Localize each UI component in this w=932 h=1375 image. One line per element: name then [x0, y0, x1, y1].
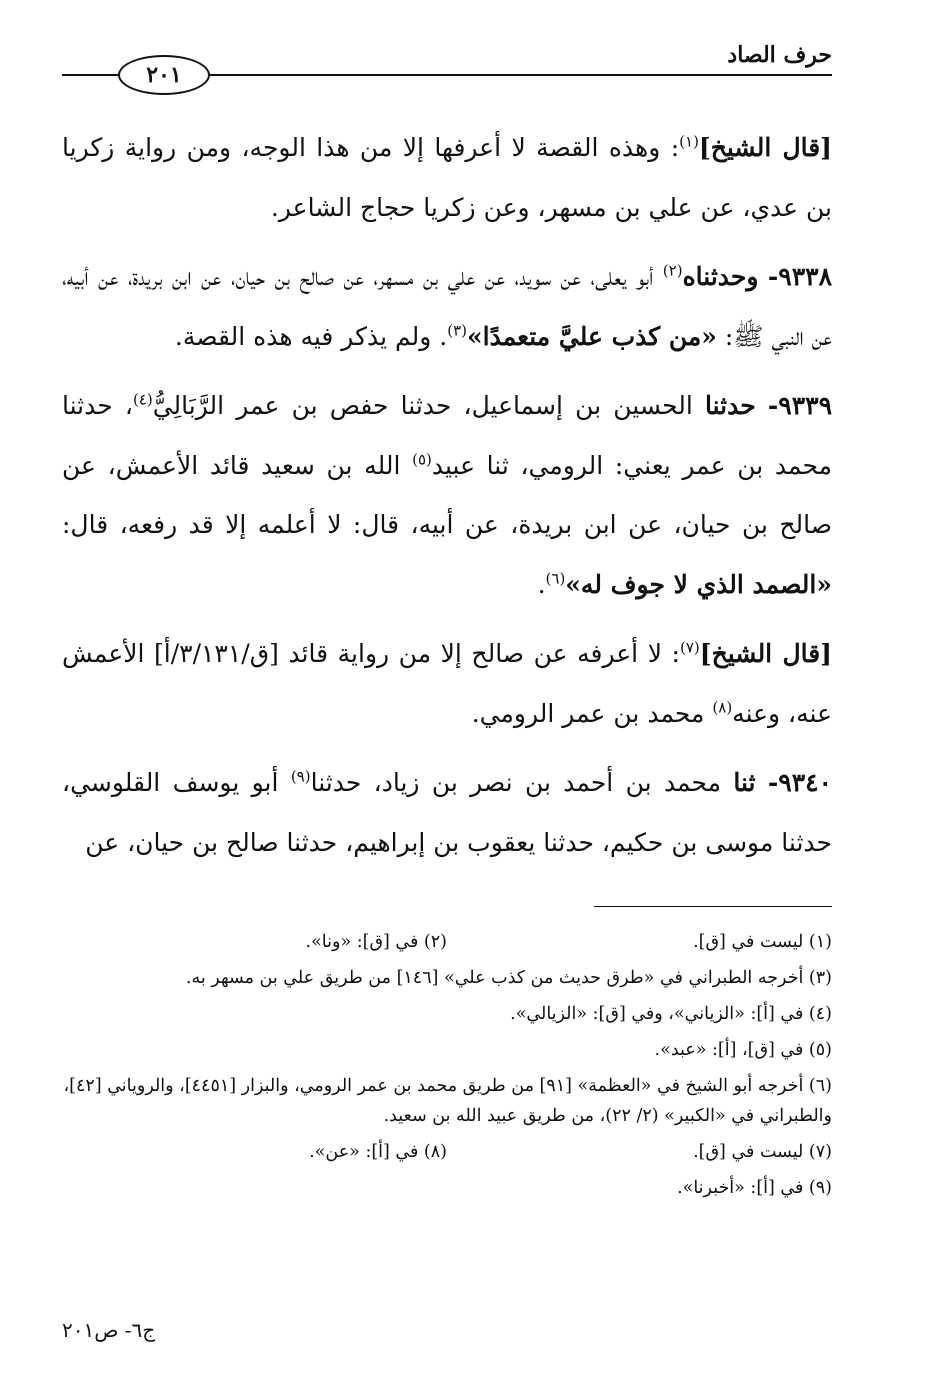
paragraph-text: . — [537, 569, 546, 599]
isnad-text: ، حدثنا محمد بن عمر يعني: الرومي، ثنا عبيد — [62, 391, 832, 480]
footnote-6: (٦) أخرجه أبو الشيخ في «العظمة» [٩١] من طريق محمد بن عمر الرومي، والبزار [٤٤٥١]، والروياني [٤٢]، والطبراني في «الكبير» (٢/ ٢٢)، من طريق عبيد الله بن سعيد. — [63, 1076, 832, 1126]
isnad-text: الحسين بن إسماعيل، حدثنا حفص بن عمر الرَّبَالِيُّ — [152, 391, 706, 420]
isnad-text: الله بن سعيد قائد الأعمش، عن صالح بن حيان، عن ابن بريدة، عن أبيه، قال: لا أعلمه إلا قد رفعه، قال: — [62, 450, 832, 539]
footnote-row — [62, 1134, 832, 1170]
paragraph-text: . ولم يذكر فيه هذه القصة. — [174, 321, 448, 351]
paragraph-text: محمد بن عمر الرومي. — [471, 698, 713, 728]
footnote-ref: (٦) — [545, 569, 566, 588]
footnote-ref: (٤) — [132, 390, 153, 409]
footnote-3: (٣) أخرجه الطبراني في «طرق حديث من كذب علي» [١٤٦] من طريق علي بن مسهر به. — [185, 968, 832, 988]
isnad-text: أبو يوسف القلوسي، حدثنا موسى بن حكيم، حدثنا يعقوب بن إبراهيم، حدثنا صالح بن حيان، عن — [62, 768, 832, 857]
narration-keyword: ثنا — [733, 768, 756, 797]
page-number-badge: ٢٠١ — [118, 55, 210, 95]
footnote-9: (٩) في [أ]: «أخبرنا». — [677, 1178, 832, 1198]
paragraph-text: : وهذه القصة لا أعرفها إلا من هذا الوجه، ومن رواية زكريا بن عدي، عن علي بن مسهر، وعن زكريا حجاج الشاعر. — [62, 133, 832, 222]
footnotes — [62, 924, 832, 1206]
footnote-row — [62, 924, 832, 960]
matn-quote: «الصمد الذي لا جوف له» — [565, 569, 832, 599]
hadith-9339 — [62, 376, 832, 614]
footnote-separator — [594, 906, 832, 907]
sheikh-label: [قال الشيخ] — [699, 639, 833, 668]
footnote-ref: (٢) — [662, 261, 683, 280]
narration-keyword: حدثنا — [705, 391, 756, 420]
footnote-4: (٤) في [أ]: «الزياني»، وفي [ق]: «الزيالي». — [510, 1004, 832, 1024]
isnad-text: محمد بن أحمد بن نصر بن زياد، حدثنا — [310, 768, 734, 797]
sheikh-label: [قال الشيخ] — [698, 133, 833, 162]
footnote-ref: (٩) — [290, 767, 311, 786]
footnote-7: (٧) ليست في [ق]. — [693, 1142, 832, 1162]
footnote-1: (١) ليست في [ق]. — [693, 932, 832, 952]
footnote-8: (٨) في [أ]: «عن». — [309, 1142, 447, 1162]
isnad-text: أبو يعلى، عن سويد، عن علي بن مسهر، عن صالح بن حيان، عن ابن بريدة، عن أبيه، عن النبي ﷺ: — [62, 262, 832, 351]
footnote-ref: (٨) — [712, 698, 733, 717]
footnote-ref: (٣) — [447, 321, 468, 340]
paragraph-sheikh-comment-2 — [62, 624, 832, 743]
footnote-5: (٥) في [ق]، [أ]: «عبد». — [654, 1040, 832, 1060]
volume-page-reference: ج٦- ص٢٠١ — [62, 1318, 156, 1342]
paragraph-sheikh-comment-1 — [62, 118, 832, 237]
footnote-ref: (٧) — [679, 638, 700, 657]
footnote-ref: (٥) — [412, 450, 432, 469]
hadith-9340 — [62, 753, 832, 872]
footnote-2: (٢) في [ق]: «ونا». — [305, 932, 447, 952]
footnote-ref: (١) — [679, 132, 699, 151]
chapter-title: حرف الصاد — [727, 42, 832, 68]
hadith-number: ٩٣٤٠- — [767, 768, 832, 797]
hadith-number: ٩٣٣٨- — [767, 262, 832, 291]
paragraph-text: : لا أعرفه عن صالح إلا من رواية قائد [ق/٣/١٣١/أ] الأعمش عنه، وعنه — [62, 639, 832, 728]
hadith-number: ٩٣٣٩- — [767, 391, 832, 420]
narration-keyword: وحدثناه — [682, 262, 759, 291]
matn-quote: «من كذب عليَّ متعمدًا» — [467, 321, 717, 351]
main-text — [62, 118, 832, 872]
hadith-9338 — [62, 247, 832, 366]
